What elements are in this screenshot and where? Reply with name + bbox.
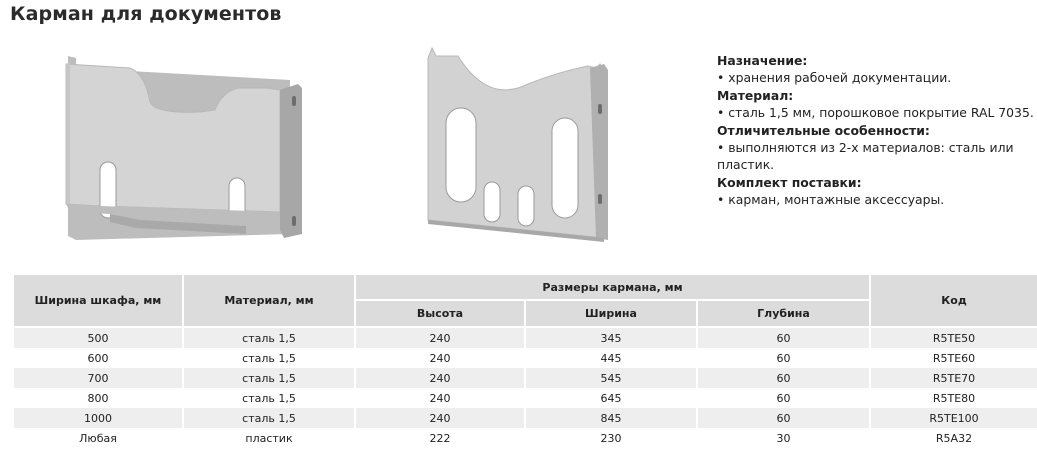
cell-depth: 30 xyxy=(697,428,870,448)
features-heading: Отличительные особенности: xyxy=(717,122,930,138)
table-row xyxy=(13,408,1037,428)
material-section xyxy=(717,87,1035,122)
specifications-table xyxy=(12,273,1037,448)
table-row xyxy=(13,368,1037,388)
cell-code: R5A32 xyxy=(870,428,1037,448)
cell-height: 240 xyxy=(355,368,525,388)
cell-depth: 60 xyxy=(697,348,870,368)
purpose-heading: Назначение: xyxy=(717,53,808,68)
cell-code: R5TE80 xyxy=(870,388,1037,408)
header-height: Высота xyxy=(355,300,525,327)
cell-depth: 60 xyxy=(697,368,870,388)
cell-cabinet-width: 1000 xyxy=(13,408,183,428)
table-row xyxy=(13,348,1037,368)
cell-material: сталь 1,5 xyxy=(183,327,355,348)
cell-code: R5TE70 xyxy=(870,368,1037,388)
table-row xyxy=(13,388,1037,408)
page-title: Карман для документов xyxy=(10,3,282,25)
cell-material: сталь 1,5 xyxy=(183,388,355,408)
cell-height: 240 xyxy=(355,408,525,428)
cell-material: сталь 1,5 xyxy=(183,368,355,388)
features-section xyxy=(717,122,1035,174)
delivery-text: • карман, монтажные аксессуары. xyxy=(717,192,945,208)
cell-cabinet-width: 800 xyxy=(13,388,183,408)
pocket-front-view-image xyxy=(40,44,310,250)
cell-width: 645 xyxy=(525,388,697,408)
header-width: Ширина xyxy=(525,300,697,327)
header-depth: Глубина xyxy=(697,300,870,327)
cell-code: R5TE100 xyxy=(870,408,1037,428)
product-description xyxy=(717,52,1035,209)
cell-cabinet-width: Любая xyxy=(13,428,183,448)
features-text: • выполняются из 2-х материалов: сталь или пластик. xyxy=(717,140,1014,173)
cell-height: 240 xyxy=(355,327,525,348)
cell-depth: 60 xyxy=(697,388,870,408)
table-row xyxy=(13,428,1037,448)
cell-material: сталь 1,5 xyxy=(183,348,355,368)
pocket-back-view-image xyxy=(418,44,626,246)
delivery-heading: Комплект поставки: xyxy=(717,174,862,190)
cell-material: сталь 1,5 xyxy=(183,408,355,428)
cell-cabinet-width: 600 xyxy=(13,348,183,368)
cell-code: R5TE50 xyxy=(870,327,1037,348)
header-pocket-dimensions: Размеры кармана, мм xyxy=(355,274,870,300)
header-code: Код xyxy=(870,274,1037,327)
cell-width: 445 xyxy=(525,348,697,368)
cell-width: 230 xyxy=(525,428,697,448)
material-heading: Материал: xyxy=(717,87,794,103)
cell-width: 845 xyxy=(525,408,697,428)
material-text: • сталь 1,5 мм, порошковое покрытие RAL 7035. xyxy=(717,105,1034,121)
purpose-section xyxy=(717,52,1035,87)
purpose-text: • хранения рабочей документации. xyxy=(717,70,952,86)
cell-width: 345 xyxy=(525,327,697,348)
cell-material: пластик xyxy=(183,428,355,448)
cell-height: 240 xyxy=(355,348,525,368)
cell-depth: 60 xyxy=(697,327,870,348)
cell-code: R5TE60 xyxy=(870,348,1037,368)
header-material: Материал, мм xyxy=(183,274,355,327)
cell-width: 545 xyxy=(525,368,697,388)
cell-height: 222 xyxy=(355,428,525,448)
cell-cabinet-width: 500 xyxy=(13,327,183,348)
cell-height: 240 xyxy=(355,388,525,408)
table-row xyxy=(13,327,1037,348)
header-cabinet-width: Ширина шкафа, мм xyxy=(13,274,183,327)
cell-cabinet-width: 700 xyxy=(13,368,183,388)
cell-depth: 60 xyxy=(697,408,870,428)
delivery-section xyxy=(717,174,1035,209)
